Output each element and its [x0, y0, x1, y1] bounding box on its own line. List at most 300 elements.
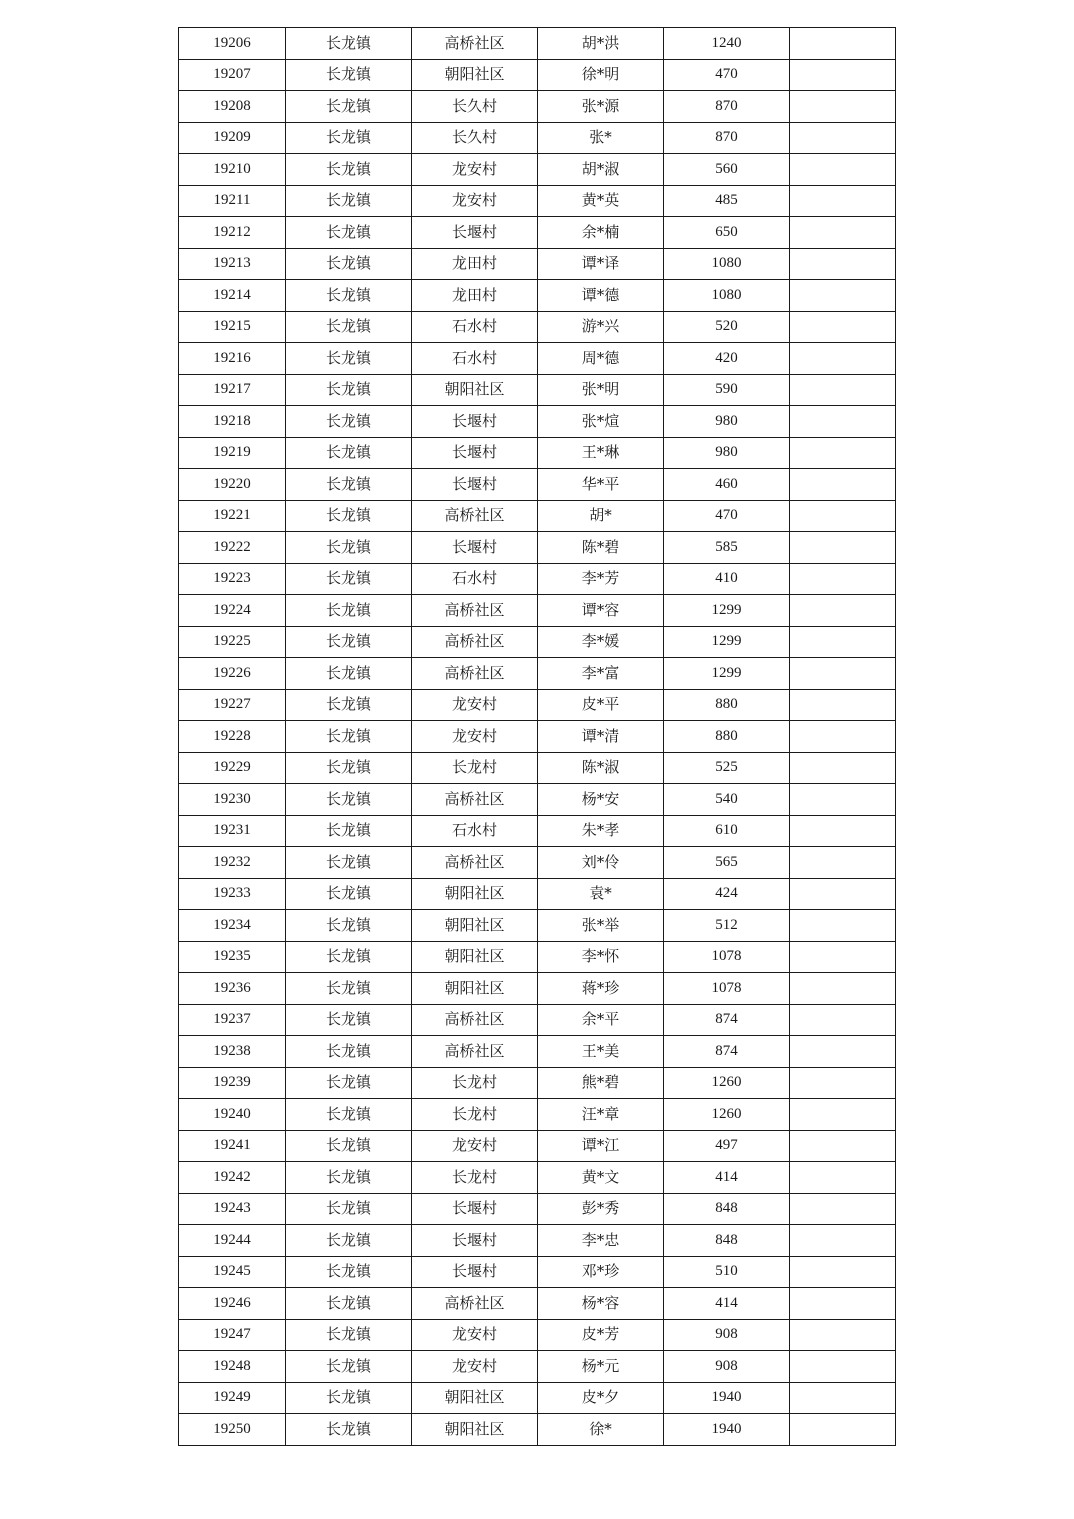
table-row — [179, 1193, 896, 1225]
cell-person-name: 李*忠 — [538, 1225, 664, 1257]
cell-note — [790, 59, 896, 91]
cell-serial-number: 19217 — [179, 374, 286, 406]
cell-serial-number: 19235 — [179, 941, 286, 973]
cell-note — [790, 1319, 896, 1351]
cell-person-name: 汪*章 — [538, 1099, 664, 1131]
cell-serial-number: 19210 — [179, 154, 286, 186]
cell-serial-number: 19233 — [179, 878, 286, 910]
cell-note — [790, 1130, 896, 1162]
cell-serial-number: 19231 — [179, 815, 286, 847]
cell-village: 长龙村 — [412, 1067, 538, 1099]
cell-person-name: 谭*清 — [538, 721, 664, 753]
cell-town: 长龙镇 — [286, 1414, 412, 1446]
cell-town: 长龙镇 — [286, 532, 412, 564]
cell-village: 朝阳社区 — [412, 878, 538, 910]
cell-amount: 650 — [664, 217, 790, 249]
cell-town: 长龙镇 — [286, 595, 412, 627]
cell-person-name: 张* — [538, 122, 664, 154]
cell-village: 高桥社区 — [412, 500, 538, 532]
cell-note — [790, 1288, 896, 1320]
cell-town: 长龙镇 — [286, 91, 412, 123]
cell-serial-number: 19239 — [179, 1067, 286, 1099]
cell-note — [790, 91, 896, 123]
cell-person-name: 王*美 — [538, 1036, 664, 1068]
cell-serial-number: 19240 — [179, 1099, 286, 1131]
cell-village: 高桥社区 — [412, 626, 538, 658]
cell-note — [790, 626, 896, 658]
cell-serial-number: 19211 — [179, 185, 286, 217]
cell-person-name: 杨*元 — [538, 1351, 664, 1383]
cell-amount: 585 — [664, 532, 790, 564]
cell-note — [790, 248, 896, 280]
cell-serial-number: 19230 — [179, 784, 286, 816]
cell-village: 龙安村 — [412, 721, 538, 753]
cell-person-name: 张*明 — [538, 374, 664, 406]
cell-person-name: 皮*芳 — [538, 1319, 664, 1351]
cell-note — [790, 311, 896, 343]
table-row — [179, 563, 896, 595]
cell-village: 高桥社区 — [412, 595, 538, 627]
cell-person-name: 谭*译 — [538, 248, 664, 280]
cell-serial-number: 19243 — [179, 1193, 286, 1225]
table-row — [179, 1319, 896, 1351]
table-row — [179, 343, 896, 375]
cell-village: 长堰村 — [412, 532, 538, 564]
cell-person-name: 陈*淑 — [538, 752, 664, 784]
cell-person-name: 张*举 — [538, 910, 664, 942]
cell-village: 龙安村 — [412, 185, 538, 217]
cell-village: 长龙村 — [412, 1099, 538, 1131]
cell-town: 长龙镇 — [286, 1256, 412, 1288]
cell-village: 长堰村 — [412, 217, 538, 249]
cell-village: 龙安村 — [412, 1130, 538, 1162]
cell-serial-number: 19207 — [179, 59, 286, 91]
data-table — [178, 27, 896, 1446]
cell-person-name: 游*兴 — [538, 311, 664, 343]
cell-village: 高桥社区 — [412, 1288, 538, 1320]
cell-person-name: 谭*容 — [538, 595, 664, 627]
table-row — [179, 469, 896, 501]
cell-serial-number: 19227 — [179, 689, 286, 721]
table-row — [179, 1036, 896, 1068]
cell-note — [790, 532, 896, 564]
cell-note — [790, 122, 896, 154]
cell-village: 朝阳社区 — [412, 973, 538, 1005]
cell-village: 长堰村 — [412, 469, 538, 501]
cell-person-name: 张*源 — [538, 91, 664, 123]
cell-amount: 1080 — [664, 280, 790, 312]
cell-person-name: 朱*孝 — [538, 815, 664, 847]
cell-person-name: 李*怀 — [538, 941, 664, 973]
cell-person-name: 谭*江 — [538, 1130, 664, 1162]
cell-town: 长龙镇 — [286, 1382, 412, 1414]
cell-village: 石水村 — [412, 815, 538, 847]
cell-village: 长堰村 — [412, 1256, 538, 1288]
cell-amount: 1240 — [664, 28, 790, 60]
cell-note — [790, 437, 896, 469]
cell-serial-number: 19225 — [179, 626, 286, 658]
cell-person-name: 胡*淑 — [538, 154, 664, 186]
cell-serial-number: 19222 — [179, 532, 286, 564]
cell-note — [790, 815, 896, 847]
cell-town: 长龙镇 — [286, 1162, 412, 1194]
table-row — [179, 1067, 896, 1099]
cell-town: 长龙镇 — [286, 626, 412, 658]
table-row — [179, 217, 896, 249]
cell-amount: 848 — [664, 1193, 790, 1225]
cell-person-name: 华*平 — [538, 469, 664, 501]
cell-person-name: 皮*平 — [538, 689, 664, 721]
cell-town: 长龙镇 — [286, 1193, 412, 1225]
table-row — [179, 973, 896, 1005]
cell-amount: 880 — [664, 689, 790, 721]
table-row — [179, 1004, 896, 1036]
cell-town: 长龙镇 — [286, 941, 412, 973]
cell-person-name: 徐* — [538, 1414, 664, 1446]
cell-note — [790, 1193, 896, 1225]
cell-town: 长龙镇 — [286, 1225, 412, 1257]
cell-town: 长龙镇 — [286, 437, 412, 469]
cell-serial-number: 19248 — [179, 1351, 286, 1383]
cell-note — [790, 973, 896, 1005]
cell-note — [790, 406, 896, 438]
cell-person-name: 皮*夕 — [538, 1382, 664, 1414]
cell-serial-number: 19220 — [179, 469, 286, 501]
cell-person-name: 徐*明 — [538, 59, 664, 91]
table-row — [179, 28, 896, 60]
cell-person-name: 杨*容 — [538, 1288, 664, 1320]
cell-serial-number: 19221 — [179, 500, 286, 532]
cell-village: 石水村 — [412, 311, 538, 343]
cell-town: 长龙镇 — [286, 185, 412, 217]
cell-person-name: 谭*德 — [538, 280, 664, 312]
cell-note — [790, 1036, 896, 1068]
cell-amount: 908 — [664, 1319, 790, 1351]
cell-serial-number: 19237 — [179, 1004, 286, 1036]
cell-person-name: 王*琳 — [538, 437, 664, 469]
cell-serial-number: 19245 — [179, 1256, 286, 1288]
cell-amount: 414 — [664, 1162, 790, 1194]
cell-note — [790, 1225, 896, 1257]
cell-note — [790, 469, 896, 501]
cell-serial-number: 19219 — [179, 437, 286, 469]
cell-serial-number: 19250 — [179, 1414, 286, 1446]
cell-town: 长龙镇 — [286, 374, 412, 406]
cell-amount: 1940 — [664, 1414, 790, 1446]
cell-serial-number: 19218 — [179, 406, 286, 438]
table-row — [179, 658, 896, 690]
cell-serial-number: 19212 — [179, 217, 286, 249]
cell-person-name: 蒋*珍 — [538, 973, 664, 1005]
cell-serial-number: 19241 — [179, 1130, 286, 1162]
cell-village: 龙安村 — [412, 689, 538, 721]
cell-note — [790, 1382, 896, 1414]
cell-serial-number: 19244 — [179, 1225, 286, 1257]
cell-village: 朝阳社区 — [412, 910, 538, 942]
cell-town: 长龙镇 — [286, 122, 412, 154]
table-row — [179, 1256, 896, 1288]
cell-person-name: 李*富 — [538, 658, 664, 690]
cell-village: 长堰村 — [412, 1225, 538, 1257]
cell-town: 长龙镇 — [286, 28, 412, 60]
cell-village: 朝阳社区 — [412, 941, 538, 973]
cell-village: 长龙村 — [412, 1162, 538, 1194]
cell-person-name: 胡* — [538, 500, 664, 532]
cell-note — [790, 595, 896, 627]
cell-note — [790, 1256, 896, 1288]
cell-amount: 485 — [664, 185, 790, 217]
table-row — [179, 1351, 896, 1383]
table-row — [179, 595, 896, 627]
cell-village: 高桥社区 — [412, 28, 538, 60]
cell-town: 长龙镇 — [286, 658, 412, 690]
cell-amount: 980 — [664, 437, 790, 469]
cell-village: 石水村 — [412, 563, 538, 595]
cell-amount: 848 — [664, 1225, 790, 1257]
cell-serial-number: 19209 — [179, 122, 286, 154]
cell-note — [790, 1351, 896, 1383]
cell-town: 长龙镇 — [286, 784, 412, 816]
cell-serial-number: 19216 — [179, 343, 286, 375]
cell-town: 长龙镇 — [286, 1004, 412, 1036]
cell-amount: 470 — [664, 500, 790, 532]
cell-town: 长龙镇 — [286, 910, 412, 942]
cell-note — [790, 374, 896, 406]
cell-town: 长龙镇 — [286, 1288, 412, 1320]
table-row — [179, 91, 896, 123]
cell-village: 长久村 — [412, 91, 538, 123]
cell-village: 石水村 — [412, 343, 538, 375]
cell-village: 朝阳社区 — [412, 1414, 538, 1446]
cell-town: 长龙镇 — [286, 343, 412, 375]
cell-amount: 610 — [664, 815, 790, 847]
cell-amount: 870 — [664, 122, 790, 154]
cell-note — [790, 280, 896, 312]
cell-amount: 1940 — [664, 1382, 790, 1414]
cell-amount: 420 — [664, 343, 790, 375]
cell-person-name: 彭*秀 — [538, 1193, 664, 1225]
cell-person-name: 熊*碧 — [538, 1067, 664, 1099]
cell-note — [790, 563, 896, 595]
cell-town: 长龙镇 — [286, 1351, 412, 1383]
cell-note — [790, 154, 896, 186]
cell-amount: 520 — [664, 311, 790, 343]
table-row — [179, 941, 896, 973]
table-row — [179, 248, 896, 280]
table-row — [179, 1162, 896, 1194]
table-row — [179, 752, 896, 784]
cell-serial-number: 19242 — [179, 1162, 286, 1194]
cell-village: 龙安村 — [412, 1319, 538, 1351]
cell-village: 龙田村 — [412, 280, 538, 312]
cell-note — [790, 689, 896, 721]
cell-amount: 460 — [664, 469, 790, 501]
cell-note — [790, 784, 896, 816]
cell-amount: 908 — [664, 1351, 790, 1383]
table-row — [179, 784, 896, 816]
cell-serial-number: 19215 — [179, 311, 286, 343]
cell-amount: 1260 — [664, 1067, 790, 1099]
cell-serial-number: 19213 — [179, 248, 286, 280]
cell-person-name: 刘*伶 — [538, 847, 664, 879]
cell-amount: 525 — [664, 752, 790, 784]
cell-person-name: 周*德 — [538, 343, 664, 375]
cell-amount: 874 — [664, 1036, 790, 1068]
cell-person-name: 黄*文 — [538, 1162, 664, 1194]
cell-amount: 424 — [664, 878, 790, 910]
cell-note — [790, 185, 896, 217]
cell-person-name: 李*媛 — [538, 626, 664, 658]
cell-village: 朝阳社区 — [412, 374, 538, 406]
cell-amount: 870 — [664, 91, 790, 123]
cell-person-name: 余*楠 — [538, 217, 664, 249]
cell-village: 长久村 — [412, 122, 538, 154]
cell-note — [790, 941, 896, 973]
cell-village: 高桥社区 — [412, 1036, 538, 1068]
cell-village: 长龙村 — [412, 752, 538, 784]
cell-amount: 540 — [664, 784, 790, 816]
table-row — [179, 721, 896, 753]
cell-note — [790, 28, 896, 60]
cell-person-name: 余*平 — [538, 1004, 664, 1036]
cell-town: 长龙镇 — [286, 973, 412, 1005]
table-row — [179, 626, 896, 658]
cell-note — [790, 910, 896, 942]
cell-town: 长龙镇 — [286, 217, 412, 249]
cell-serial-number: 19236 — [179, 973, 286, 1005]
table-row — [179, 1099, 896, 1131]
cell-town: 长龙镇 — [286, 1099, 412, 1131]
table-row — [179, 154, 896, 186]
table-row — [179, 910, 896, 942]
cell-town: 长龙镇 — [286, 469, 412, 501]
cell-town: 长龙镇 — [286, 563, 412, 595]
cell-serial-number: 19234 — [179, 910, 286, 942]
cell-amount: 414 — [664, 1288, 790, 1320]
cell-note — [790, 752, 896, 784]
cell-serial-number: 19232 — [179, 847, 286, 879]
cell-note — [790, 658, 896, 690]
cell-serial-number: 19246 — [179, 1288, 286, 1320]
cell-note — [790, 1162, 896, 1194]
cell-note — [790, 878, 896, 910]
table-body — [179, 28, 896, 1446]
table-row — [179, 815, 896, 847]
cell-note — [790, 500, 896, 532]
cell-amount: 1299 — [664, 626, 790, 658]
cell-serial-number: 19228 — [179, 721, 286, 753]
cell-village: 高桥社区 — [412, 784, 538, 816]
cell-serial-number: 19224 — [179, 595, 286, 627]
table-row — [179, 1288, 896, 1320]
cell-village: 龙安村 — [412, 1351, 538, 1383]
cell-amount: 410 — [664, 563, 790, 595]
cell-town: 长龙镇 — [286, 815, 412, 847]
cell-serial-number: 19249 — [179, 1382, 286, 1414]
cell-person-name: 陈*碧 — [538, 532, 664, 564]
cell-town: 长龙镇 — [286, 280, 412, 312]
cell-village: 长堰村 — [412, 406, 538, 438]
cell-town: 长龙镇 — [286, 689, 412, 721]
cell-village: 高桥社区 — [412, 847, 538, 879]
cell-village: 朝阳社区 — [412, 1382, 538, 1414]
table-row — [179, 532, 896, 564]
cell-village: 高桥社区 — [412, 658, 538, 690]
cell-amount: 880 — [664, 721, 790, 753]
cell-town: 长龙镇 — [286, 500, 412, 532]
table-row — [179, 374, 896, 406]
cell-town: 长龙镇 — [286, 1036, 412, 1068]
cell-person-name: 李*芳 — [538, 563, 664, 595]
cell-person-name: 张*煊 — [538, 406, 664, 438]
cell-amount: 512 — [664, 910, 790, 942]
table-row — [179, 1225, 896, 1257]
cell-town: 长龙镇 — [286, 1067, 412, 1099]
cell-serial-number: 19223 — [179, 563, 286, 595]
cell-amount: 565 — [664, 847, 790, 879]
cell-note — [790, 1414, 896, 1446]
table-row — [179, 1382, 896, 1414]
cell-serial-number: 19238 — [179, 1036, 286, 1068]
cell-serial-number: 19206 — [179, 28, 286, 60]
cell-person-name: 黄*英 — [538, 185, 664, 217]
table-row — [179, 847, 896, 879]
cell-town: 长龙镇 — [286, 59, 412, 91]
table-row — [179, 59, 896, 91]
cell-town: 长龙镇 — [286, 847, 412, 879]
table-row — [179, 1414, 896, 1446]
cell-amount: 560 — [664, 154, 790, 186]
table-row — [179, 689, 896, 721]
table-row — [179, 878, 896, 910]
cell-note — [790, 721, 896, 753]
table-row — [179, 185, 896, 217]
cell-serial-number: 19229 — [179, 752, 286, 784]
table-row — [179, 280, 896, 312]
cell-town: 长龙镇 — [286, 721, 412, 753]
cell-serial-number: 19208 — [179, 91, 286, 123]
table-row — [179, 1130, 896, 1162]
cell-village: 龙安村 — [412, 154, 538, 186]
cell-village: 长堰村 — [412, 1193, 538, 1225]
cell-serial-number: 19214 — [179, 280, 286, 312]
cell-amount: 980 — [664, 406, 790, 438]
cell-serial-number: 19247 — [179, 1319, 286, 1351]
cell-town: 长龙镇 — [286, 1130, 412, 1162]
cell-note — [790, 1099, 896, 1131]
cell-amount: 470 — [664, 59, 790, 91]
cell-amount: 1078 — [664, 941, 790, 973]
cell-amount: 1299 — [664, 658, 790, 690]
cell-note — [790, 217, 896, 249]
cell-amount: 874 — [664, 1004, 790, 1036]
cell-town: 长龙镇 — [286, 1319, 412, 1351]
cell-village: 朝阳社区 — [412, 59, 538, 91]
cell-amount: 510 — [664, 1256, 790, 1288]
table-row — [179, 311, 896, 343]
table-row — [179, 122, 896, 154]
cell-town: 长龙镇 — [286, 406, 412, 438]
cell-note — [790, 847, 896, 879]
cell-amount: 590 — [664, 374, 790, 406]
cell-person-name: 袁* — [538, 878, 664, 910]
cell-town: 长龙镇 — [286, 752, 412, 784]
cell-serial-number: 19226 — [179, 658, 286, 690]
cell-note — [790, 1004, 896, 1036]
table-row — [179, 406, 896, 438]
cell-village: 高桥社区 — [412, 1004, 538, 1036]
table-row — [179, 500, 896, 532]
